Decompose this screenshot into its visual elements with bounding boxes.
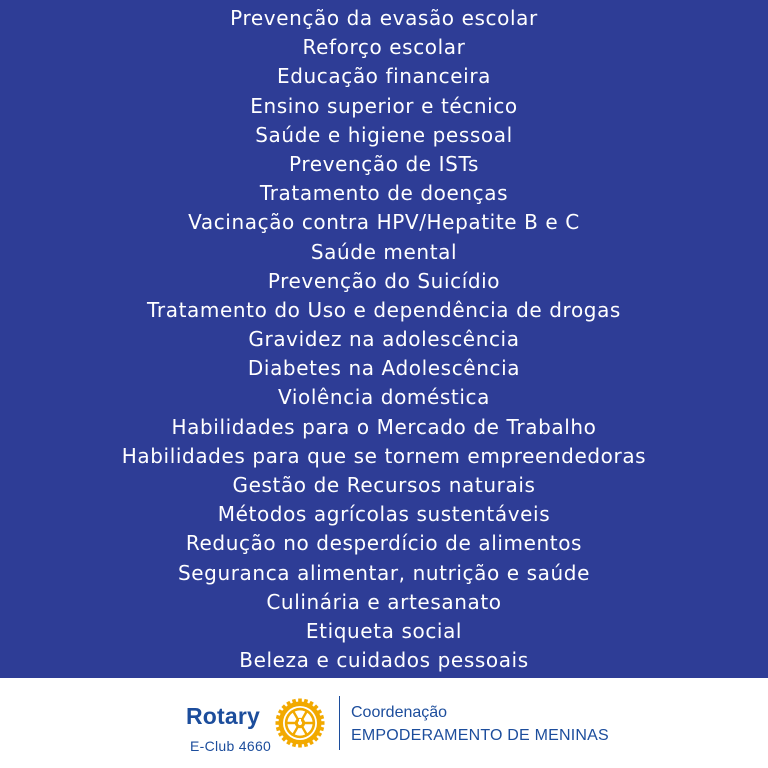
coordination-title: Coordenação [351,704,448,721]
topic-item: Gravidez na adolescência [248,327,520,352]
topic-item: Prevenção da evasão escolar [230,6,538,30]
footer [0,678,768,768]
topic-item: Saúde mental [310,239,458,264]
topic-item: Prevenção do Suicídio [267,268,501,293]
topic-item: Redução no desperdício de alimentos [185,531,583,556]
topic-item: Saúde e higiene pessoal [255,122,513,147]
topic-item: Diabetes na Adolescência [247,356,521,381]
topic-item: Violência doméstica [278,385,490,410]
topic-item: Habilidades para que se tornem empreendedoras [121,443,647,468]
topic-item: Reforço escolar [302,35,466,60]
topic-item: Educação financeira [276,64,492,89]
topic-item: Habilidades para o Mercado de Trabalho [171,414,597,439]
topic-item: Beleza e cuidados pessoais [239,648,529,673]
footer-divider [339,696,340,750]
club-name: E-Club 4660 [190,738,272,754]
topic-item: Culinária e artesanato [266,589,502,614]
topic-item: Gestão de Recursos naturais [232,473,536,497]
topic-item: Ensino superior e técnico [250,93,518,118]
rotary-wheel-icon [274,697,326,749]
topic-item: Vacinação contra HPV/Hepatite B e C [188,210,580,235]
topic-item: Tratamento de doenças [259,181,509,206]
topic-list [0,4,768,675]
coordination-name: EMPODERAMENTO DE MENINAS [351,727,609,744]
topic-item: Etiqueta social [305,618,463,643]
rotary-brand-name: Rotary [186,703,261,729]
topic-item: Seguranca alimentar, nutrição e saúde [177,560,591,585]
topic-item: Métodos agrícolas sustentáveis [217,502,551,527]
topic-item: Tratamento do Uso e dependência de drogas [147,297,621,322]
topic-item: Prevenção de ISTs [289,151,479,176]
